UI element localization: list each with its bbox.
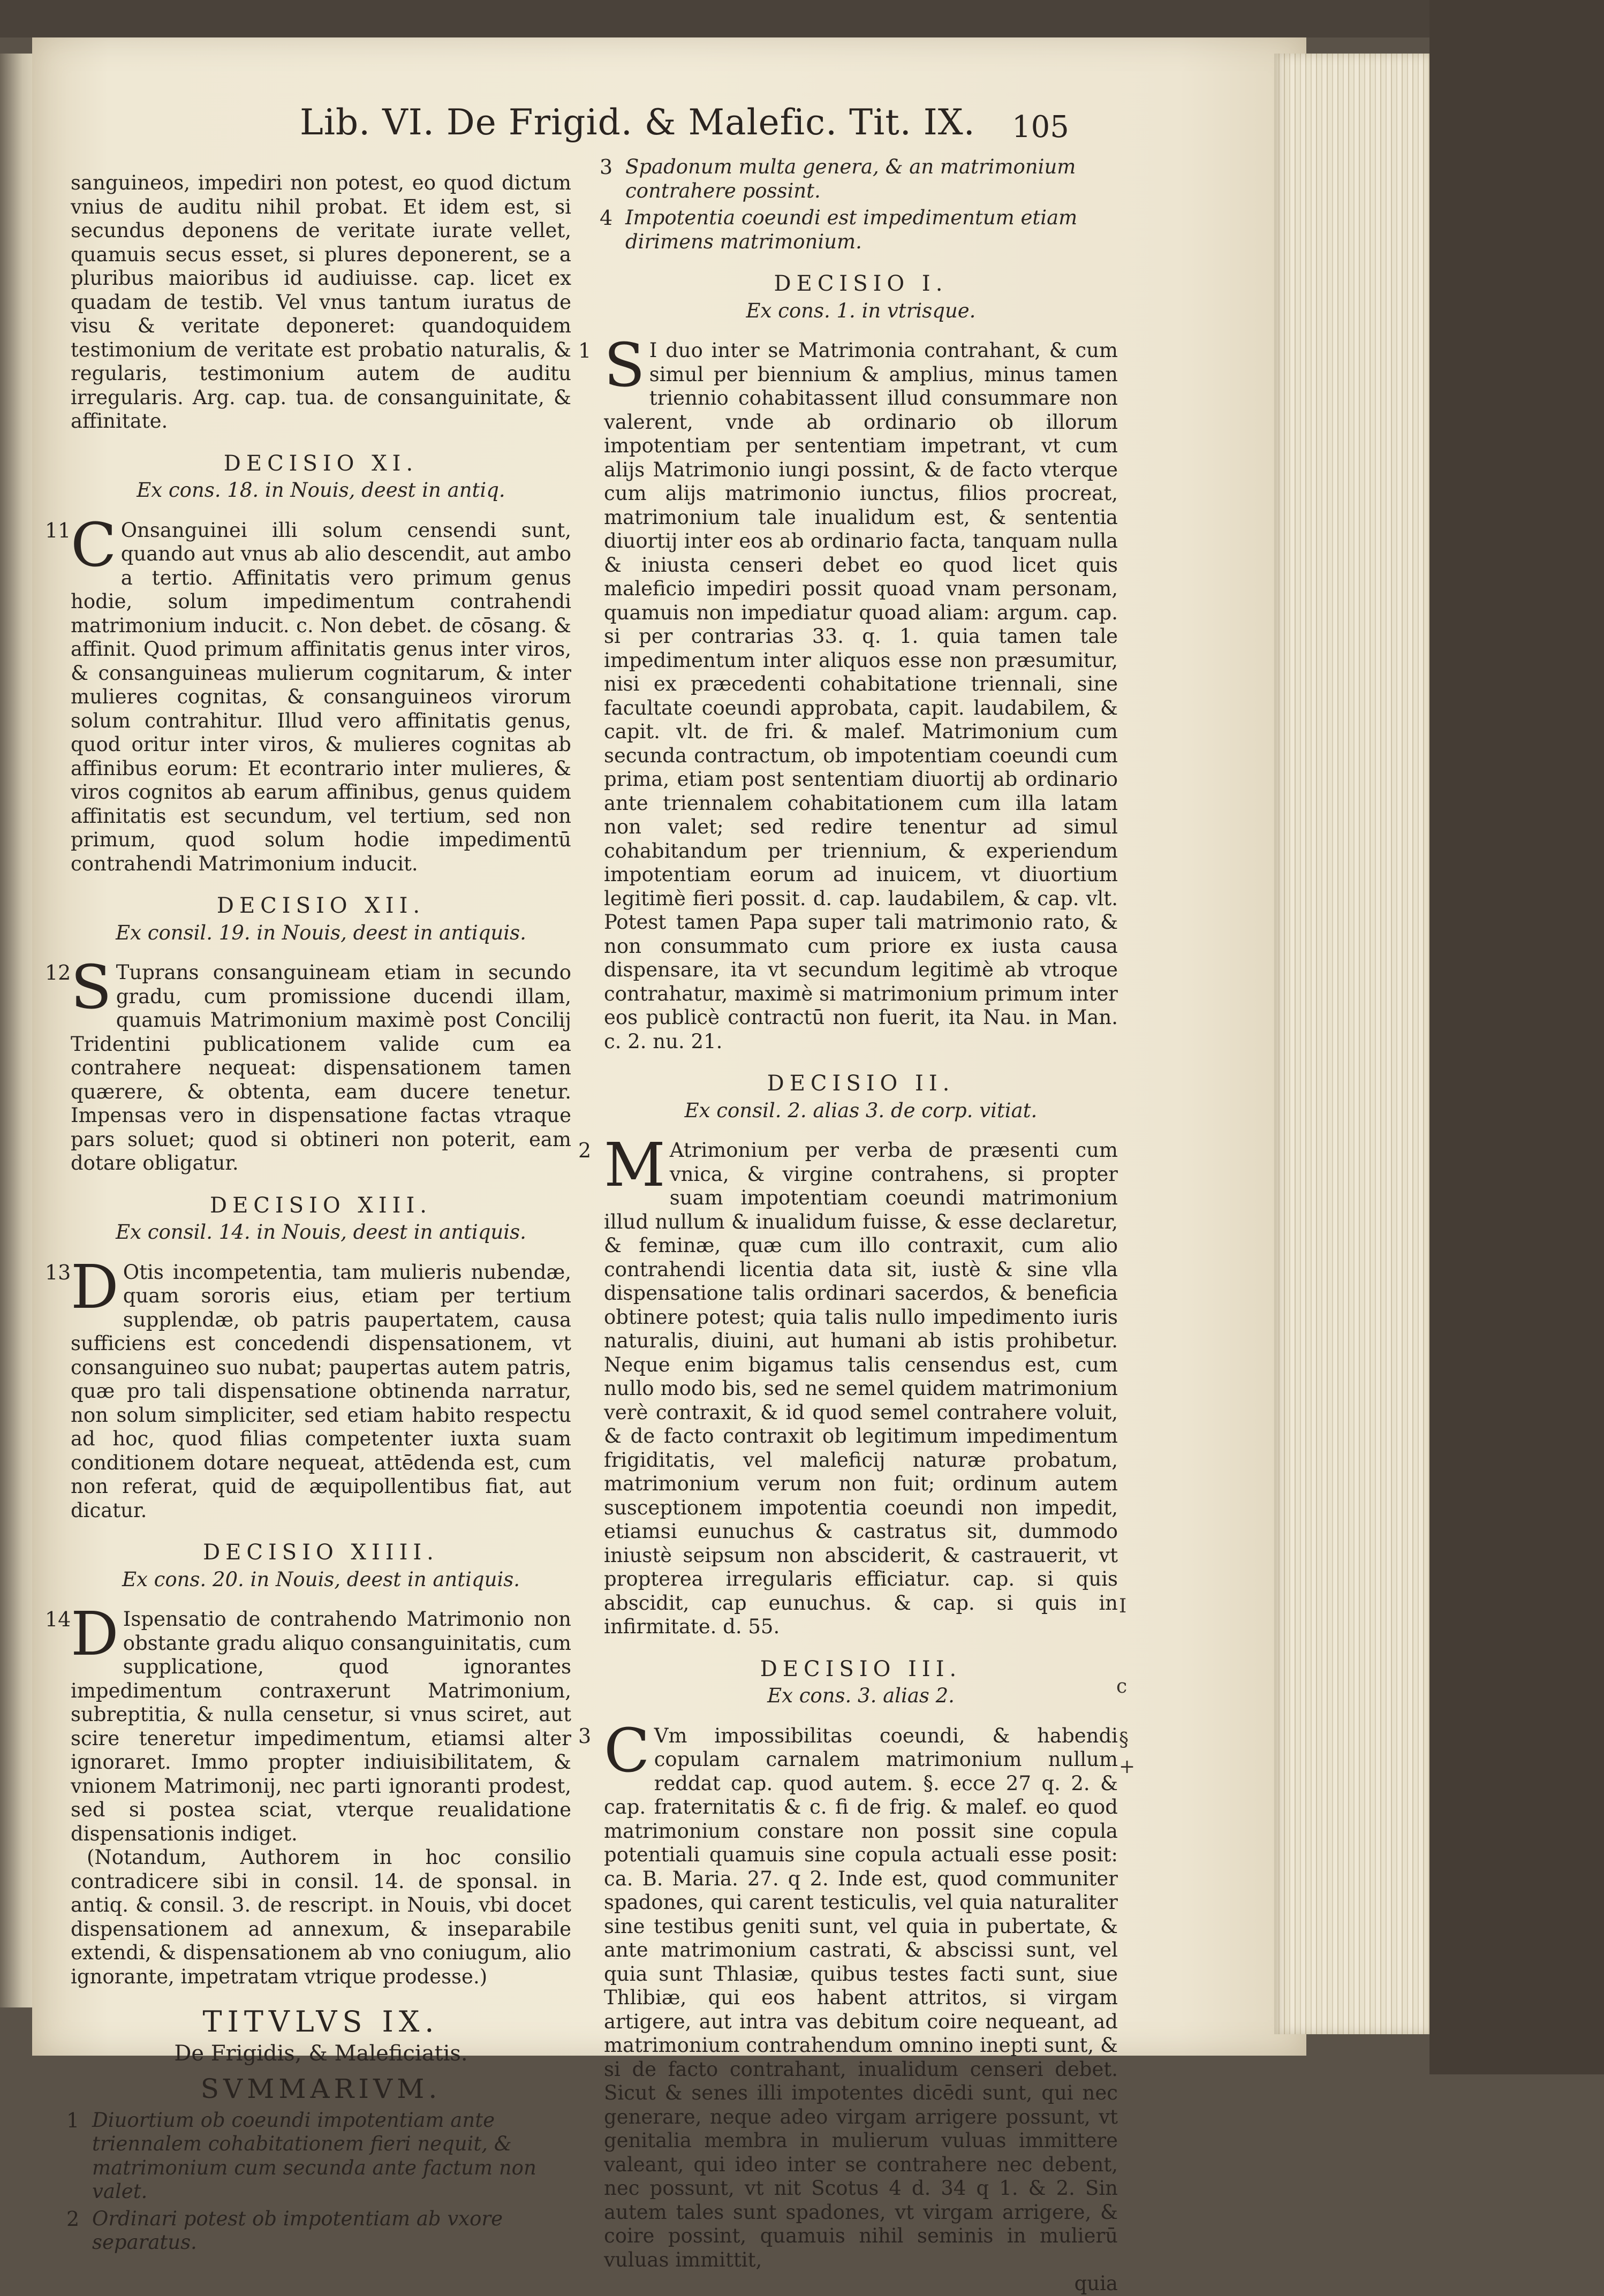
summarium-heading: SVMMARIVM.: [200, 2073, 442, 2104]
decisio-13-paragraph: [45, 1252, 571, 1523]
decisio-14-text: Ispensatio de contrahendo Matrimonio non obstante gradu aliquo consanguinitatis, cum supplicatione, quod ignorantes impedimentum contraxerunt Matrimonium, subreptitia, & nulla censetur, si vnus sciret, aut scire teneretur impedimentum, etiamsi alter ignoraret. Immo propter indiuisibilitatem, & vnionem Matrimonij, nec parti ignoranti prodest, sed si postea sciat, vterque reualidatione dispensationis indiget.: [71, 1608, 571, 1845]
summary-item: [600, 155, 1118, 203]
drop-capital: M: [604, 1131, 665, 1200]
summary-item: [66, 2108, 571, 2204]
running-head: Lib. VI. De Frigid. & Malefic. Tit. IX.: [300, 102, 975, 143]
decisio-11-text: Onsanguinei illi solum censendi sunt, quando aut vnus ab alio descendit, aut ambo a tertio. Affinitatis vero primum genus hodie, solum impedimentum contrahendi matrimonium inducit. c. Non debet. de cōsang. & affinit. Quod primum affinitatis genus inter viros, & consanguineas mulierum cognitarum, & inter mulieres cognitas, & consanguineos virorum solum contrahitur. Illud vero affinitatis genus, quod oritur inter viros, & mulieres cognitas ab affinibus eorum: Et econtrario inter mulieres, & viros cognitos ab earum affinibus, genus quidem affinitatis est secundum, vel tertium, sed non primum, quod solum hodie impedimentū contrahendi Matrimonium inducit.: [71, 518, 571, 875]
summary-item: [600, 206, 1118, 254]
decisio-2-source: Ex consil. 2. alias 3. de corp. vitiat.: [684, 1098, 1038, 1122]
decisio-2-paragraph: [578, 1131, 1118, 1639]
summary-number: 2: [66, 2207, 80, 2231]
paragraph-number: 11: [45, 518, 71, 542]
drop-capital: D: [71, 1252, 119, 1322]
summary-item: [66, 2207, 571, 2255]
summary-text: Ordinari potest ob impotentiam ab vxore separatus.: [92, 2207, 503, 2254]
decisio-1-heading: DECISIO I.: [774, 271, 948, 296]
decisio-2-text: Atrimonium per verba de præsenti cum vnica, & virgine contrahens, si propter suam impotentiam coeundi matrimonium illud nullum & inualidum fuisse, & esse declaretur, & feminæ, quæ cum illo contraxit, cum alio contrahendi licentia data sit, iustè & sine vlla dispensatione talis ordinari sacerdos, & beneficia obtinere potest; quia talis nullo impedimento iuris naturalis, diuini, aut humani ab istis prohibetur. Neque enim bigamus talis censendus est, cum nullo modo bis, sed ne semel quidem matrimonium verè contraxit, & id quod semel contrahere voluit, & de facto contraxit ob legitimum impedimentum frigiditatis, vel maleficij naturæ probatum, matrimonium verum non fuit; ordinum autem susceptionem impotentia coeundi non impedit, etiamsi eunuchus & castratus sit, dummodo iniustè seipsum non absciderit, & castrauerit, vt propterea irregularis efficiatur. cap. si quis abscidit, cap eunuchus. & cap. si quis in infirmitate. d. 55.: [604, 1139, 1118, 1638]
drop-capital: S: [604, 331, 645, 400]
opening-paragraph: sanguineos, impediri non potest, eo quod dictum vnius de auditu nihil probat. Et idem est, si secundus deponens de veritate iurate vellet, quamuis secus esset, si plures deponerent, se a pluribus maioribus id audiuisse. cap. licet ex quadam de testib. Vel vnus tantum iuratus de visu & veritate deponeret: quandoquidem testimonium de veritate est probatio naturalis, & regularis, testimonium autem de auditu irregularis. Arg. cap. tua. de consanguinitate, & affinitate.: [71, 171, 571, 433]
paragraph-number: 13: [45, 1260, 71, 1284]
summary-text: Impotentia coeundi est impedimentum etiam dirimens matrimonium.: [625, 206, 1078, 253]
decisio-3-source: Ex cons. 3. alias 2.: [767, 1684, 955, 1707]
decisio-14-paragraph: [45, 1600, 571, 1846]
drop-capital: S: [71, 953, 112, 1022]
margin-mark: I: [1119, 1595, 1127, 1617]
margin-mark: +: [1119, 1756, 1136, 1778]
decisio-11-source: Ex cons. 18. in Nouis, deest in antiq.: [137, 479, 505, 502]
catchword: quia: [1074, 2272, 1118, 2295]
decisio-12-paragraph: [45, 953, 571, 1176]
drop-capital: C: [604, 1716, 650, 1786]
paragraph-number: 12: [45, 961, 71, 984]
decisio-3-heading: DECISIO III.: [760, 1656, 962, 1681]
decisio-13-source: Ex consil. 14. in Nouis, deest in antiquis.: [116, 1221, 526, 1244]
drop-capital: C: [71, 510, 117, 580]
decisio-3-paragraph: [578, 1716, 1118, 2272]
paragraph-number: 14: [45, 1608, 71, 1631]
summary-number: 3: [600, 155, 613, 179]
decisio-11-heading: DECISIO XI.: [223, 451, 419, 476]
decisio-12-source: Ex consil. 19. in Nouis, deest in antiquis.: [116, 921, 526, 944]
paragraph-number: 2: [578, 1139, 592, 1162]
titulus-subject: De Frigidis, & Maleficiatis.: [174, 2041, 468, 2066]
decisio-1-text: I duo inter se Matrimonia contrahant, & cum simul per biennium & amplius, minus tamen triennio cohabitassent illud consummare non valerent, vnde ab ordinario ob illorum impotentiam per sententiam impetrant, vt cum alijs Matrimonio iungi possint, & de facto vterque cum alijs matrimonio iunctus, filios procreat, matrimonium tale inualidum est, & sententia diuortij inter eos ab ordinario facta, tanquam nulla & iniusta censeri debet eo quod licet quis maleficio impediri possit quoad vnam personam, quamuis non impediatur quoad aliam: argum. cap. si per contrarias 33. q. 1. quia tamen tale impedimentum inter aliquos esse non præsumitur, nisi ex præcedenti cohabitatione triennali, sine facultate coeundi approbata, capit. laudabilem, & capit. vlt. de fri. & malef. Matrimonium cum secunda contractum, ob impotentiam coeundi cum prima, etiam post sententiam diuortij ab ordinario ante triennalem cohabitationem cum illa latam non valet; sed redire tenentur ad simul cohabitandum per triennium, & experiendum impotentiam eorum ad inuicem, vt diuortium legitimè fieri possit. d. cap. laudabilem, & cap. vlt. Potest tamen Papa super tali matrimonio rato, & non consummato cum priore ex iusta causa dispensare, ita vt secundum legitimè ab vtroque contrahatur, maximè si matrimonium primum inter eos publicè contractū non fuerit, ita Nau. in Man. c. 2. nu. 21.: [604, 339, 1118, 1053]
decisio-12-heading: DECISIO XII.: [216, 893, 426, 918]
decisio-13-text: Otis incompetentia, tam mulieris nubendæ, quam sororis eius, etiam per tertium supplendæ, ob patris paupertatem, causa sufficiens est concedendi dispensationem, vt consanguineo suo nubat; paupertas autem patris, quæ pro tali dispensatione obtinenda narratur, non solum simpliciter, sed etiam habito respectu ad hoc, quod filias competenter iuxta suam conditionem dotare nequeat, attēdenda est, cum non referat, quid de æquipollentibus fiat, aut dicatur.: [71, 1260, 571, 1522]
summary-number: 4: [600, 206, 613, 230]
decisio-14-heading: DECISIO XIIII.: [203, 1540, 439, 1565]
right-column: [578, 155, 1118, 2296]
decisio-3-text: Vm impossibilitas coeundi, & habendi copulam carnalem matrimonium nullum reddat cap. quod autem. §. ecce 27 q. 2. & cap. fraternitatis & c. fi de frig. & malef. eo quod matrimonium constare non possit sine copula potentiali quamuis sine copula actuali esse posit: ca. B. Maria. 27. q 2. Inde est, quod communiter spadones, qui carent testiculis, vel quia naturaliter sine testibus geniti sunt, vel quia in pubertate, & ante matrimonium castrati, & abscissi sunt, vel quia sunt Thlasiæ, quibus testes facti sunt, siue Thlibiæ, qui eos habent attritos, si virgam artigere, aut intra vas debitum coire nequeant, ad matrimonium contrahendum omnino inepti sunt, & si de facto contrahant, inualidum censeri debet. Sicut & senes illi impotentes dicēdi sunt, qui nec generare, neque adeo virgam arrigere possunt, vt genitalia membra in mulierum vuluas immittere valeant, qui ideo inter se contrahere nec debent, nec possunt, vt nit Scotus 4 d. 34 q 1. & 2. Sin autem tales sunt spadones, vt virgam arrigere, & coire possint, quamuis nihil seminis in mulierū vuluas immittit,: [604, 1724, 1118, 2271]
decisio-2-heading: DECISIO II.: [767, 1071, 955, 1096]
decisio-12-text: Tuprans consanguineam etiam in secundo gradu, cum promissione ducendi illam, quamuis Matrimonium maximè post Concilij Tridentini publicationem valide cum ea contrahere nequeat: dispensationem tamen quærere, & obtenta, eam ducere tenetur. Impensas vero in dispensatione factas vtraque pars soluet; quod si obtineri non poterit, eam dotare obligatur.: [71, 961, 571, 1174]
decisio-13-heading: DECISIO XIII.: [210, 1193, 432, 1218]
margin-mark: §: [1119, 1729, 1129, 1751]
decisio-1-source: Ex cons. 1. in vtrisque.: [746, 299, 976, 322]
decisio-11-paragraph: [45, 510, 571, 876]
margin-mark: c: [1116, 1676, 1128, 1698]
notandum-note: (Notandum, Authorem in hoc consilio contradicere sibi in consil. 14. de sponsal. in antiq. & consil. 3. de rescript. in Nouis, vbi docet dispensationem ad annexum, & inseparabile extendi, & dispensationem ab vno coniugum, alio ignorante, impetratam vtrique prodesse.): [71, 1846, 571, 1988]
paragraph-number: 1: [578, 339, 592, 362]
summary-text: Diuortium ob coeundi impotentiam ante triennalem cohabitationem fieri nequit, & matrimonium cum secunda ante factum non valet.: [92, 2108, 536, 2203]
left-column: [45, 171, 571, 2258]
page-number: 105: [1012, 110, 1069, 145]
decisio-1-paragraph: [578, 331, 1118, 1054]
summary-text: Spadonum multa genera, & an matrimonium contrahere possint.: [625, 155, 1076, 202]
drop-capital: D: [71, 1600, 119, 1669]
decisio-14-source: Ex cons. 20. in Nouis, deest in antiquis.: [122, 1567, 520, 1591]
paragraph-number: 3: [578, 1724, 592, 1748]
summary-number: 1: [66, 2108, 80, 2132]
titulus-heading: TITVLVS IX.: [202, 2005, 440, 2039]
